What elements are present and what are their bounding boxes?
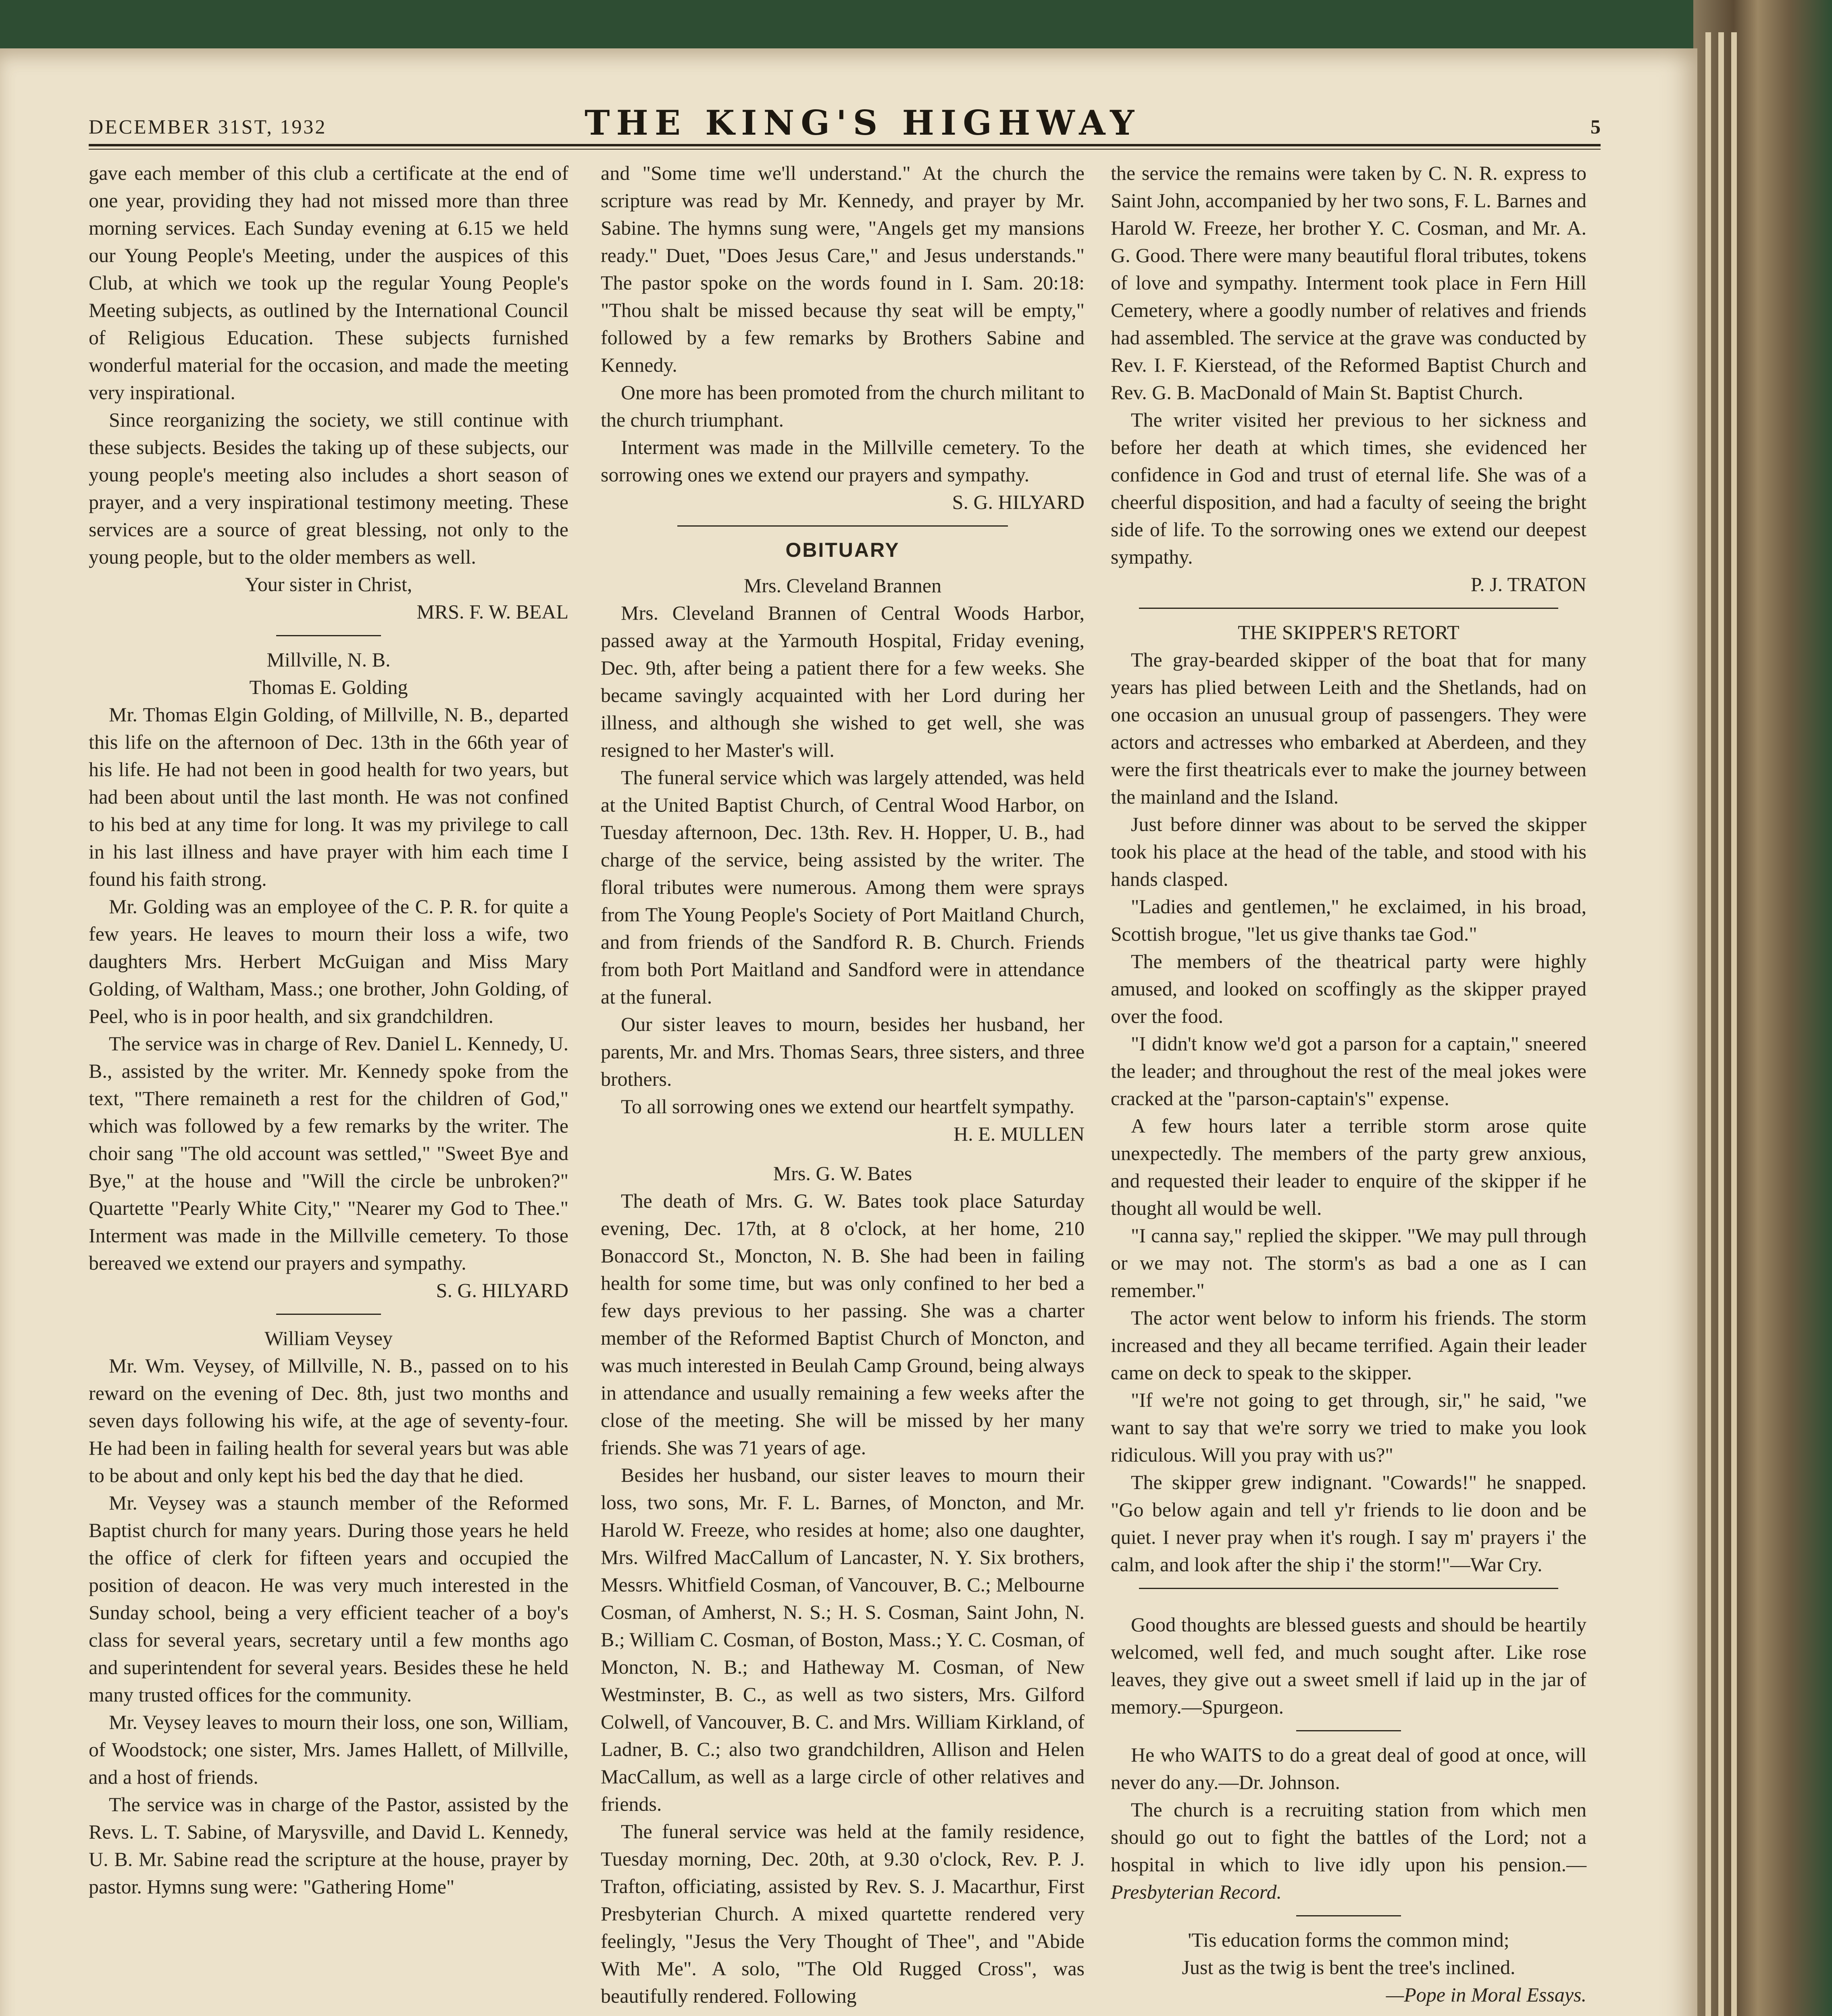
column-3	[1111, 159, 1586, 2008]
page-edge	[1718, 32, 1724, 2016]
section-heading: OBITUARY	[785, 539, 900, 561]
paragraph: Since reorganizing the society, we still continue with these subjects. Besides the taking up of these subjects, our young people's meeting also includes a short season of prayer, and a very inspirational testimony meeting. These services are a source of great blessing, not only to the young people, but to the older members as well.	[89, 408, 568, 568]
paragraph: The death of Mrs. G. W. Bates took place Saturday evening, Dec. 17th, at 8 o'clock, at her home, 210 Bonaccord St., Moncton, N. B. She had been in failing health for some time, but was only confined to her bed a few days previous to her passing. She was a charter member of the Reformed Baptist Church of Moncton, and was much interested in Beulah Camp Ground, being always in attendance and usually remaining a few weeks after the close of the meeting. She will be missed by her many friends. She was 71 years of age.	[601, 1189, 1085, 1459]
page-number: 5	[1591, 115, 1601, 138]
paragraph: Mr. Thomas Elgin Golding, of Millville, N. B., departed this life on the afternoon of Dec. 13th in the 66th year of his life. He had not been in good health for two years, but had been about until the last month. He was not confined to his bed at any time for long. It was my privilege to call in his last illness and have prayer with him each time I found his faith strong.	[89, 703, 568, 890]
verse-line: 'Tis education forms the common mind;	[1188, 1929, 1509, 1951]
story-title: THE SKIPPER'S RETORT	[1238, 621, 1459, 644]
paragraph: "Ladies and gentlemen," he exclaimed, in his broad, Scottish brogue, "let us give thanks tae God."	[1111, 895, 1586, 945]
signature: H. E. MULLEN	[953, 1123, 1085, 1145]
quotation	[1111, 1796, 1586, 1906]
paragraph: gave each member of this club a certificate at the end of one year, providing they had not missed more than three morning services. Each Sunday evening at 6.15 we held our Young People's Meeting, under the auspices of this Club, at which we took up the regular Young People's Meeting subjects, as outlined by the International Council of Religious Education. These subjects furnished wonderful material for the occasion, and made the meeting very inspirational.	[89, 162, 568, 404]
divider	[1296, 1730, 1401, 1731]
paragraph: The service was in charge of the Pastor, assisted by the Revs. L. T. Sabine, of Marysville, and David L. Kennedy, U. B. Mr. Sabine read the scripture at the house, prayer by pastor. Hymns sung were: "Gathering Home"	[89, 1793, 568, 1898]
paragraph: Mrs. Cleveland Brannen of Central Woods Harbor, passed away at the Yarmouth Hospital, Friday evening, Dec. 9th, after being a patient there for a few weeks. She became savingly acquainted with her Lord during her illness, and although she wished to get well, she was resigned to her Master's will.	[601, 602, 1085, 761]
signature: P. J. TRATON	[1470, 573, 1586, 596]
paragraph: "I canna say," replied the skipper. "We may pull through or we may not. The storm's as bad a one as I can remember."	[1111, 1224, 1586, 1302]
spacer	[601, 1148, 1085, 1160]
verse-source	[1111, 1981, 1586, 2008]
paragraph: Mr. Golding was an employee of the C. P. R. for quite a few years. He leaves to mourn their loss a wife, two daughters Mrs. Herbert McGuigan and Miss Mary Golding, of Waltham, Mass.; one brother, John Golding, of Peel, who is in poor health, and six grandchildren.	[89, 895, 568, 1027]
header-rule	[89, 149, 1601, 150]
verse-source-text: —Pope in Moral Essays.	[1386, 1983, 1586, 2006]
divider	[276, 1314, 381, 1315]
divider	[1296, 1915, 1401, 1916]
obituary-name: William Veysey	[264, 1327, 393, 1350]
paragraph: Mr. Veysey leaves to mourn their loss, one son, William, of Woodstock; one sister, Mrs. James Hallett, of Millville, and a host of friends.	[89, 1711, 568, 1788]
signature: MRS. F. W. BEAL	[416, 600, 568, 623]
paragraph: Just before dinner was about to be served the skipper took his place at the head of the table, and stood with his hands clasped.	[1111, 813, 1586, 890]
quotation: Good thoughts are blessed guests and should be heartily welcomed, well fed, and much sought after. Like rose leaves, they give out a sweet smell if laid up in the jar of memory.—Spurgeon.	[1111, 1613, 1586, 1718]
paragraph: Besides her husband, our sister leaves to mourn their loss, two sons, Mr. F. L. Barnes, of Moncton, and Mr. Harold W. Freeze, who resides at home; also one daughter, Mrs. Wilfred MacCallum of Lancaster, N. Y. Six brothers, Messrs. Whitfield Cosman, of Vancouver, B. C.; Melbourne Cosman, of Amherst, N. S.; H. S. Cosman, Saint John, N. B.; William C. Cosman, of Boston, Mass.; Y. C. Cosman, of Moncton, N. B.; and Hatheway M. Cosman, of New Westminster, B. C., as well as two sisters, Mrs. Gilford Colwell, of Vancouver, B. C. and Mrs. William Kirkland, of Ladner, B. C.; also two grandchildren, Allison and Helen MacCallum, as well as a large circle of other relatives and friends.	[601, 1464, 1085, 1815]
paragraph: Mr. Veysey was a staunch member of the Reformed Baptist church for many years. During those years he held the office of clerk for fifteen years and occupied the position of deacon. He was very much interested in the Sunday school, being a very efficient teacher of a boy's class for several years, secretary until a few months ago and superintendent for several years. Besides these he held many trusted offices for the community.	[89, 1491, 568, 1706]
paragraph: The service was in charge of Rev. Daniel L. Kennedy, U. B., assisted by the writer. Mr. Kennedy spoke from the text, "There remaineth a rest for the children of God," which was followed by a few remarks by the writer. The choir sang "The old account was settled," "Sweet Bye and Bye," at the house and "Will the circle be unbroken?" Quartette "Pearly White City," "Nearer my God to Thee." Interment was made in the Millville cemetery. To those bereaved we extend our prayers and sympathy.	[89, 1032, 568, 1274]
page-edge	[1731, 32, 1737, 2016]
paragraph: The gray-bearded skipper of the boat that for many years has plied between Leith and the Shetlands, had on one occasion an unusual group of passengers. They were actors and actresses who embarked at Aberdeen, and they were the first theatricals ever to make the journey between the mainland and the Island.	[1111, 648, 1586, 808]
paragraph: The funeral service which was largely attended, was held at the United Baptist Church, of Central Wood Harbor, on Tuesday afternoon, Dec. 13th. Rev. H. Hopper, U. B., had charge of the service, being assisted by the writer. The floral tributes were numerous. Among them were sprays from The Young People's Society of Port Maitland Church, and from friends of the Sandford R. B. Church. Friends from both Port Maitland and Sandford were in attendance at the funeral.	[601, 766, 1085, 1008]
letter-closing: Your sister in Christ,	[245, 573, 412, 596]
divider	[1139, 1588, 1558, 1589]
paragraph: "I didn't know we'd got a parson for a captain," sneered the leader; and throughout the rest of the meal jokes were cracked at the "parson-captain's" expense.	[1111, 1032, 1586, 1110]
obituary-name: Thomas E. Golding	[249, 676, 408, 698]
quotation-text: The church is a recruiting station from which men should go out to fight the battles of the Lord; not a hospital in which to live idly upon his pension.—	[1111, 1798, 1586, 1876]
column-2	[601, 159, 1085, 2010]
paragraph: A few hours later a terrible storm arose quite unexpectedly. The members of the party grew anxious, and requested their leader to enquire of the skipper if he thought all would be well.	[1111, 1114, 1586, 1219]
paragraph: the service the remains were taken by C. N. R. express to Saint John, accompanied by her two sons, F. L. Barnes and Harold W. Freeze, her brother Y. C. Cosman, and Mr. A. G. Good. There were many beautiful floral tributes, tokens of love and sympathy. Interment took place in Fern Hill Cemetery, where a goodly number of relatives and friends had assembled. The service at the grave was conducted by Rev. I. F. Kierstead, of the Reformed Baptist Church and Rev. G. B. MacDonald of Main St. Baptist Church.	[1111, 162, 1586, 404]
page-header	[89, 103, 1601, 147]
publication-title: THE KING'S HIGHWAY	[585, 103, 1141, 143]
spacer	[1111, 1599, 1586, 1611]
page-edge	[1705, 32, 1711, 2016]
paragraph: One more has been promoted from the church militant to the church triumphant.	[601, 381, 1085, 431]
paragraph: To all sorrowing ones we extend our heartfelt sympathy.	[621, 1095, 1074, 1118]
paragraph: The funeral service was held at the family residence, Tuesday morning, Dec. 20th, at 9.30 o'clock, Rev. P. J. Trafton, officiating, assisted by Rev. S. J. Macarthur, First Presbyterian Church. A mixed quartette rendered very feelingly, "Jesus the Very Thought of Thee", and "Abide With Me". A solo, "The Old Rugged Cross", was beautifully rendered. Following	[601, 1820, 1085, 2007]
quotation: He who WAITS to do a great deal of good at once, will never do any.—Dr. Johnson.	[1111, 1743, 1586, 1793]
paragraph: The writer visited her previous to her sickness and before her death at which times, she evidenced her confidence in God and trust of eternal life. She was of a cheerful disposition, and had a faculty of seeing the bright side of life. To the sorrowing ones we extend our deepest sympathy.	[1111, 408, 1586, 568]
divider	[1139, 608, 1558, 609]
paragraph: Mr. Wm. Veysey, of Millville, N. B., passed on to his reward on the evening of Dec. 8th, just two months and seven days following his wife, at the age of seventy-four. He had been in failing health for several years but was able to be about and only kept his bed the day that he died.	[89, 1354, 568, 1487]
paragraph: "If we're not going to get through, sir," he said, "we want to say that we're sorry we tried to make you look ridiculous. Will you pray with us?"	[1111, 1389, 1586, 1466]
paragraph: and "Some time we'll understand." At the church the scripture was read by Mr. Kennedy, and prayer by Mr. Sabine. The hymns sung were, "Angels get my mansions ready." Duet, "Does Jesus Care," and Jesus understands." The pastor spoke on the words found in I. Sam. 20:18: "Thou shalt be missed because thy seat will be empty," followed by a few remarks by Brothers Sabine and Kennedy.	[601, 162, 1085, 376]
dateline: Millville, N. B.	[266, 648, 391, 671]
column-1	[89, 159, 568, 1900]
paragraph: Interment was made in the Millville cemetery. To the sorrowing ones we extend our prayers and sympathy.	[601, 436, 1085, 486]
paragraph: The skipper grew indignant. "Cowards!" he snapped. "Go below again and tell y'r friends to lie doon and be quiet. I never pray when it's rough. I say m' prayers i' the calm, and look after the ship i' the storm!"—War Cry.	[1111, 1471, 1586, 1576]
header-rule	[89, 144, 1601, 146]
signature: S. G. HILYARD	[436, 1279, 568, 1302]
issue-date: DECEMBER 31ST, 1932	[89, 115, 327, 138]
paragraph: Our sister leaves to mourn, besides her husband, her parents, Mr. and Mrs. Thomas Sears, three sisters, and three brothers.	[601, 1013, 1085, 1090]
verse-line: Just as the twig is bent the tree's inclined.	[1182, 1956, 1516, 1979]
divider	[276, 635, 381, 636]
divider	[677, 525, 1008, 527]
obituary-name: Mrs. Cleveland Brannen	[743, 574, 942, 597]
paragraph: The actor went below to inform his friends. The storm increased and they all became terrified. Again their leader came on deck to speak to the skipper.	[1111, 1306, 1586, 1384]
quotation-source: Presbyterian Record.	[1111, 1881, 1282, 1903]
paragraph: The members of the theatrical party were highly amused, and looked on scoffingly as the skipper prayed over the food.	[1111, 950, 1586, 1027]
obituary-name: Mrs. G. W. Bates	[773, 1162, 912, 1185]
signature: S. G. HILYARD	[952, 491, 1085, 513]
